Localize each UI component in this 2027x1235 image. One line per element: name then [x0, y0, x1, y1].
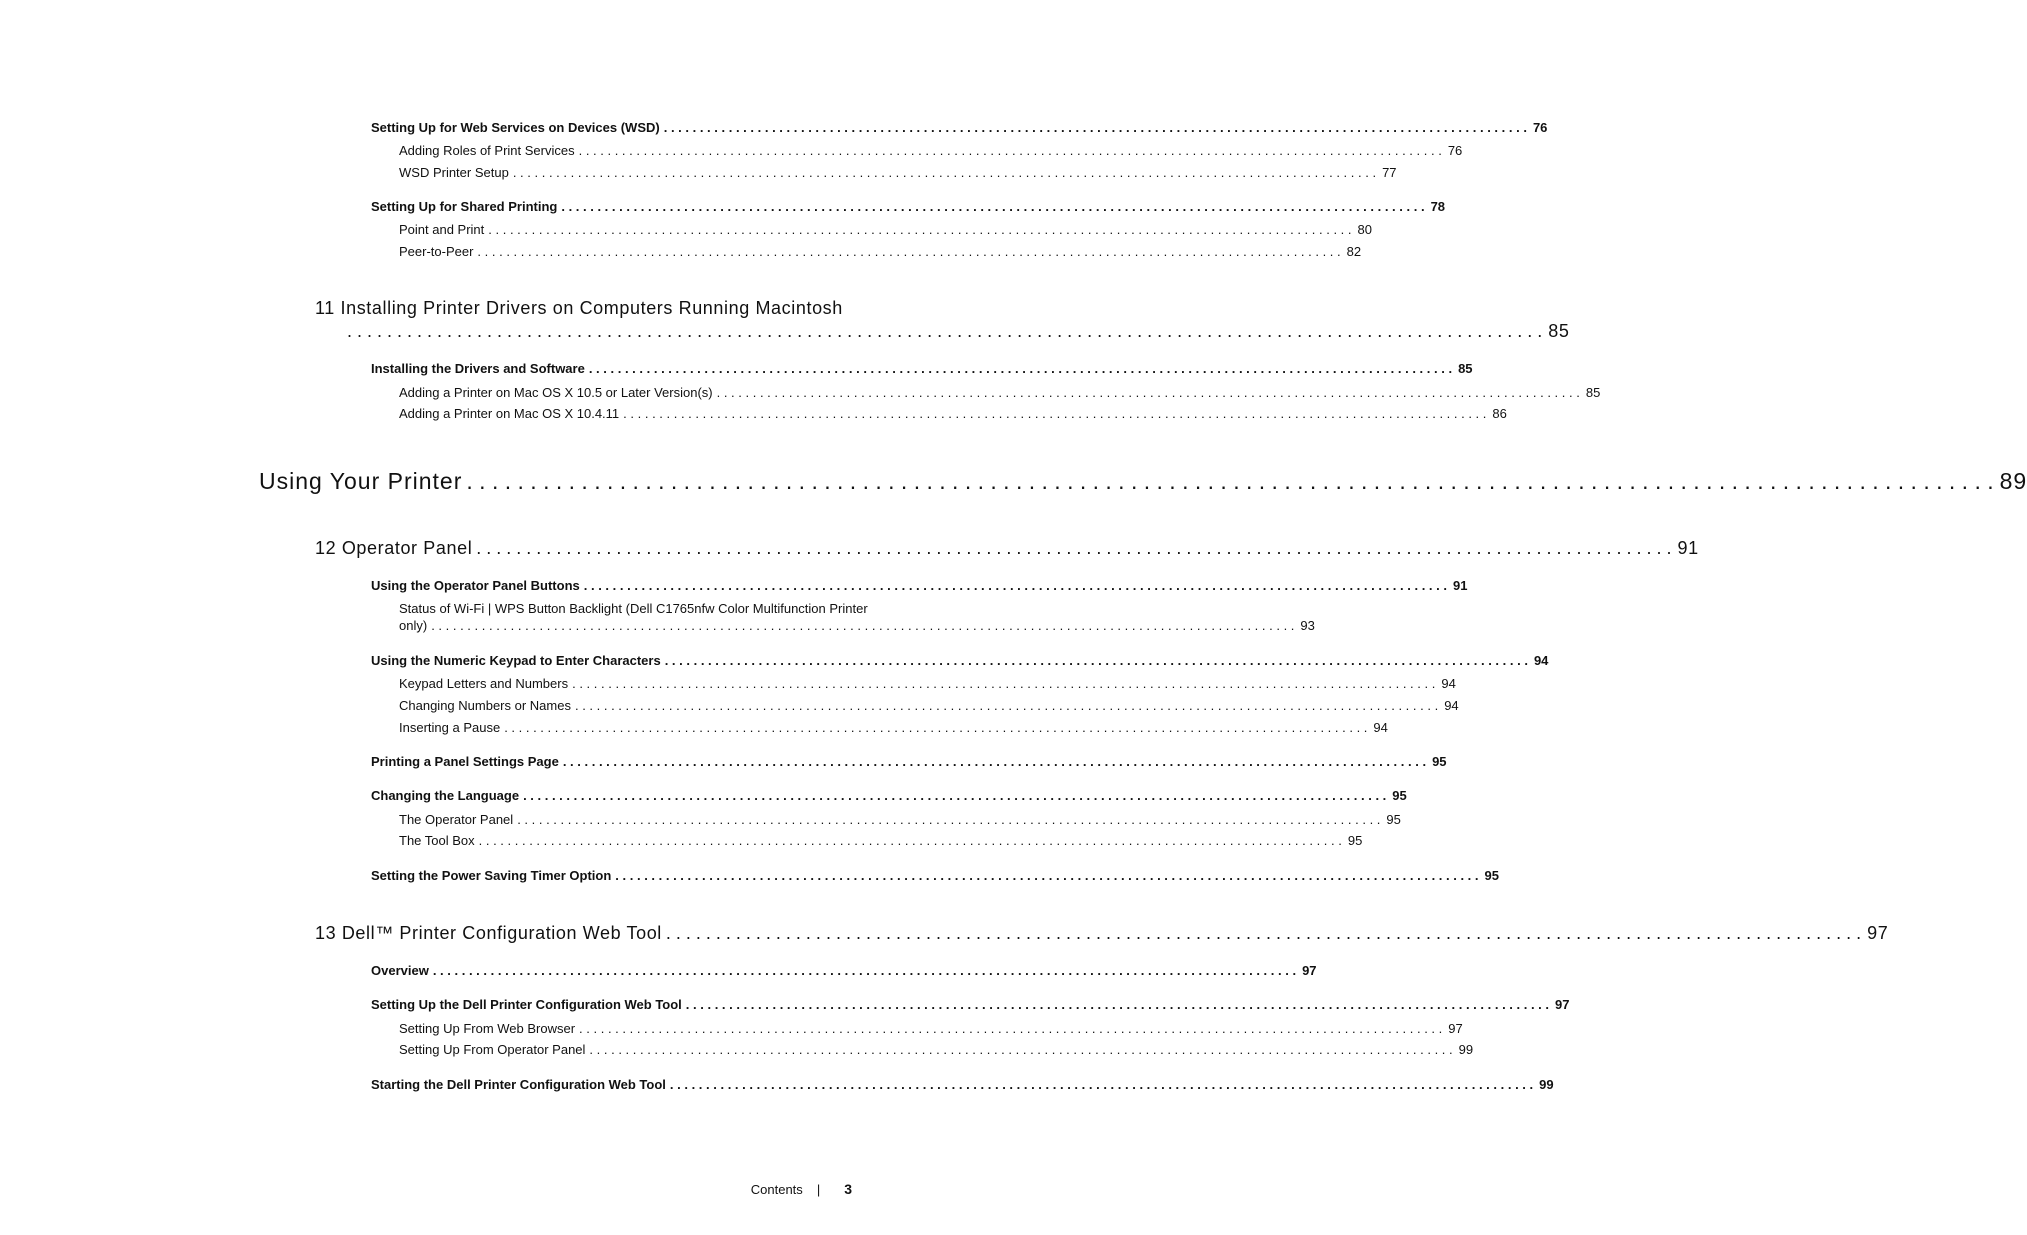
- dot-leader: . . . . . . . . . . . . . . . . . . . . . . . . . . . . . . . . . . . . . . . . . . . . . . . . . . . . . . . . . . . . . . . . . . . . . . . . . . . . . . . . . . . . . . . . . . . . . . . . . . . . . . . . . . . . . . . . . . . . . . . .: [512, 165, 1377, 180]
- toc-entry-title: Using the Numeric Keypad to Enter Characters: [371, 653, 661, 668]
- footer-label: Contents: [750, 1182, 803, 1197]
- toc-entry[interactable]: [399, 222, 1372, 237]
- toc-page-number: 82: [1346, 244, 1362, 259]
- toc-page-number: 95: [1392, 788, 1407, 803]
- toc-entry[interactable]: [371, 578, 1468, 593]
- toc-page-number: 91: [1677, 538, 1699, 558]
- toc-page-number: 97: [1867, 923, 1889, 943]
- toc-page-number: 94: [1533, 653, 1549, 668]
- toc-entry-title: WSD Printer Setup: [399, 165, 509, 180]
- toc-entry[interactable]: [371, 653, 1549, 668]
- toc-entry[interactable]: [371, 1077, 1554, 1092]
- toc-page-number: 99: [1458, 1042, 1474, 1057]
- toc-page-number: 97: [1448, 1021, 1463, 1036]
- chapter-13-heading[interactable]: [315, 923, 1889, 944]
- toc-page-number: 95: [1432, 754, 1447, 769]
- toc-page-number: 85: [1458, 361, 1473, 376]
- dot-leader: . . . . . . . . . . . . . . . . . . . . . . . . . . . . . . . . . . . . . . . . . . . . . . . . . . . . . . . . . . . . . . . . . . . . . . . . . . . . . . . . . . . . . . . . . . . . . . . . . . . . . . . . . . . . . . . . . . . . . . . .: [561, 199, 1425, 214]
- toc-entry[interactable]: [399, 618, 1315, 633]
- dot-leader: . . . . . . . . . . . . . . . . . . . . . . . . . . . . . . . . . . . . . . . . . . . . . . . . . . . . . . . . . . . . . . . . . . . . . . . . . . . . . . . . . . . . . . . . . . . . . . . . . . . . . . . . . . . . . . . . . . . . . . . .: [685, 997, 1550, 1012]
- dot-leader: . . . . . . . . . . . . . . . . . . . . . . . . . . . . . . . . . . . . . . . . . . . . . . . . . . . . . . . . . . . . . . . . . . . . . . . . . . . . . . . . . . . . . . . . . . . . . . . . . . . . . . . . . . . . . . . . . . . . . . . .: [504, 720, 1368, 735]
- dot-leader: . . . . . . . . . . . . . . . . . . . . . . . . . . . . . . . . . . . . . . . . . . . . . . . . . . . . . . . . . . . . . . . . . . . . . . . . . . . . . . . . . . . . . . . . . . . . . . . . . . . . . . . . . . . . . . . . . . . . . . . .: [665, 923, 1862, 943]
- toc-entry[interactable]: [399, 720, 1388, 735]
- toc-entry-title: Setting Up From Web Browser: [399, 1021, 576, 1036]
- toc-entry-title: The Tool Box: [399, 833, 475, 848]
- toc-entry-title: Installing the Drivers and Software: [371, 361, 585, 376]
- toc-entry[interactable]: [399, 1021, 1463, 1036]
- dot-leader: . . . . . . . . . . . . . . . . . . . . . . . . . . . . . . . . . . . . . . . . . . . . . . . . . . . . . . . . . . . . . . . . . . . . . . . . . . . . . . . . . . . . . . . . . . . . . . . . . . . . . . . . . . . . . . . . . . . . . . . .: [466, 468, 1994, 494]
- dot-leader: . . . . . . . . . . . . . . . . . . . . . . . . . . . . . . . . . . . . . . . . . . . . . . . . . . . . . . . . . . . . . . . . . . . . . . . . . . . . . . . . . . . . . . . . . . . . . . . . . . . . . . . . . . . . . . . . . . . . . . . .: [574, 698, 1439, 713]
- dot-leader: . . . . . . . . . . . . . . . . . . . . . . . . . . . . . . . . . . . . . . . . . . . . . . . . . . . . . . . . . . . . . . . . . . . . . . . . . . . . . . . . . . . . . . . . . . . . . . . . . . . . . . . . . . . . . . . . . . . . . . . .: [347, 321, 1543, 341]
- dot-leader: . . . . . . . . . . . . . . . . . . . . . . . . . . . . . . . . . . . . . . . . . . . . . . . . . . . . . . . . . . . . . . . . . . . . . . . . . . . . . . . . . . . . . . . . . . . . . . . . . . . . . . . . . . . . . . . . . . . . . . . .: [478, 833, 1342, 848]
- dot-leader: . . . . . . . . . . . . . . . . . . . . . . . . . . . . . . . . . . . . . . . . . . . . . . . . . . . . . . . . . . . . . . . . . . . . . . . . . . . . . . . . . . . . . . . . . . . . . . . . . . . . . . . . . . . . . . . . . . . . . . . .: [488, 222, 1352, 237]
- toc-entry-title: Setting Up From Operator Panel: [399, 1042, 586, 1057]
- toc-page-number: 76: [1447, 143, 1463, 158]
- toc-entry-title: Keypad Letters and Numbers: [399, 676, 569, 691]
- toc-page-number: 95: [1347, 833, 1363, 848]
- toc-entry[interactable]: [399, 244, 1362, 259]
- toc-entry[interactable]: [399, 1042, 1474, 1057]
- toc-page-number: 97: [1302, 963, 1317, 978]
- chapter-11-title[interactable]: 11 Installing Printer Drivers on Computers Running Macintosh: [315, 298, 843, 318]
- toc-page-number: 91: [1452, 578, 1468, 593]
- dot-leader: . . . . . . . . . . . . . . . . . . . . . . . . . . . . . . . . . . . . . . . . . . . . . . . . . . . . . . . . . . . . . . . . . . . . . . . . . . . . . . . . . . . . . . . . . . . . . . . . . . . . . . . . . . . . . . . . . . . . . . . .: [589, 1042, 1453, 1057]
- toc-entry-title: Changing Numbers or Names: [399, 698, 571, 713]
- toc-entry-title: Setting Up for Web Services on Devices (WSD): [371, 120, 660, 135]
- toc-entry-title: Setting the Power Saving Timer Option: [371, 868, 612, 883]
- toc-entry[interactable]: [399, 698, 1459, 713]
- dot-leader: . . . . . . . . . . . . . . . . . . . . . . . . . . . . . . . . . . . . . . . . . . . . . . . . . . . . . . . . . . . . . . . . . . . . . . . . . . . . . . . . . . . . . . . . . . . . . . . . . . . . . . . . . . . . . . . . . . . . . . . .: [716, 385, 1580, 400]
- dot-leader: . . . . . . . . . . . . . . . . . . . . . . . . . . . . . . . . . . . . . . . . . . . . . . . . . . . . . . . . . . . . . . . . . . . . . . . . . . . . . . . . . . . . . . . . . . . . . . . . . . . . . . . . . . . . . . . . . . . . . . . .: [615, 868, 1479, 883]
- part-heading[interactable]: [259, 468, 2027, 495]
- dot-leader: . . . . . . . . . . . . . . . . . . . . . . . . . . . . . . . . . . . . . . . . . . . . . . . . . . . . . . . . . . . . . . . . . . . . . . . . . . . . . . . . . . . . . . . . . . . . . . . . . . . . . . . . . . . . . . . . . . . . . . . .: [431, 618, 1295, 633]
- toc-entry-title: Using the Operator Panel Buttons: [371, 578, 580, 593]
- toc-page-number: 94: [1441, 676, 1456, 691]
- dot-leader: . . . . . . . . . . . . . . . . . . . . . . . . . . . . . . . . . . . . . . . . . . . . . . . . . . . . . . . . . . . . . . . . . . . . . . . . . . . . . . . . . . . . . . . . . . . . . . . . . . . . . . . . . . . . . . . . . . . . . . . .: [578, 143, 1442, 158]
- toc-entry-title: Printing a Panel Settings Page: [371, 754, 559, 769]
- footer-separator: |: [816, 1182, 821, 1197]
- dot-leader: . . . . . . . . . . . . . . . . . . . . . . . . . . . . . . . . . . . . . . . . . . . . . . . . . . . . . . . . . . . . . . . . . . . . . . . . . . . . . . . . . . . . . . . . . . . . . . . . . . . . . . . . . . . . . . . . . . . . . . . .: [477, 244, 1341, 259]
- toc-page-number: 95: [1484, 868, 1499, 883]
- toc-entry[interactable]: [371, 754, 1447, 769]
- toc-entry[interactable]: [371, 997, 1570, 1012]
- chapter-title: 13 Dell™ Printer Configuration Web Tool: [315, 923, 662, 943]
- toc-entry-title: Changing the Language: [371, 788, 520, 803]
- toc-entry-title: Adding a Printer on Mac OS X 10.5 or Later Version(s): [399, 385, 713, 400]
- toc-entry-title: Peer-to-Peer: [399, 244, 474, 259]
- toc-entry-title: only): [399, 618, 428, 633]
- toc-page-number: 89: [1999, 468, 2027, 494]
- dot-leader: . . . . . . . . . . . . . . . . . . . . . . . . . . . . . . . . . . . . . . . . . . . . . . . . . . . . . . . . . . . . . . . . . . . . . . . . . . . . . . . . . . . . . . . . . . . . . . . . . . . . . . . . . . . . . . . . . . . . . . . .: [579, 1021, 1443, 1036]
- toc-entry-title: Setting Up the Dell Printer Configuration Web Tool: [371, 997, 682, 1012]
- dot-leader: . . . . . . . . . . . . . . . . . . . . . . . . . . . . . . . . . . . . . . . . . . . . . . . . . . . . . . . . . . . . . . . . . . . . . . . . . . . . . . . . . . . . . . . . . . . . . . . . . . . . . . . . . . . . . . . . . . . . . . . .: [523, 788, 1387, 803]
- toc-entry[interactable]: [399, 385, 1601, 400]
- dot-leader: . . . . . . . . . . . . . . . . . . . . . . . . . . . . . . . . . . . . . . . . . . . . . . . . . . . . . . . . . . . . . . . . . . . . . . . . . . . . . . . . . . . . . . . . . . . . . . . . . . . . . . . . . . . . . . . . . . . . . . . .: [669, 1077, 1534, 1092]
- part-title: Using Your Printer: [259, 468, 463, 494]
- dot-leader: . . . . . . . . . . . . . . . . . . . . . . . . . . . . . . . . . . . . . . . . . . . . . . . . . . . . . . . . . . . . . . . . . . . . . . . . . . . . . . . . . . . . . . . . . . . . . . . . . . . . . . . . . . . . . . . . . . . . . . . .: [623, 406, 1487, 421]
- dot-leader: . . . . . . . . . . . . . . . . . . . . . . . . . . . . . . . . . . . . . . . . . . . . . . . . . . . . . . . . . . . . . . . . . . . . . . . . . . . . . . . . . . . . . . . . . . . . . . . . . . . . . . . . . . . . . . . . . . . . . . . .: [432, 963, 1297, 978]
- toc-page-number: 77: [1382, 165, 1397, 180]
- toc-entry-title: The Operator Panel: [399, 812, 514, 827]
- toc-entry[interactable]: [371, 868, 1499, 883]
- toc-entry[interactable]: [399, 165, 1397, 180]
- toc-entry[interactable]: [371, 361, 1473, 376]
- toc-page-number: 85: [1585, 385, 1601, 400]
- toc-entry[interactable]: [399, 833, 1363, 848]
- toc-entry[interactable]: [371, 120, 1548, 135]
- toc-entry[interactable]: [371, 788, 1407, 803]
- toc-entry[interactable]: [371, 199, 1446, 214]
- chapter-12-heading[interactable]: [315, 538, 1699, 559]
- toc-page-number: 94: [1373, 720, 1388, 735]
- dot-leader: . . . . . . . . . . . . . . . . . . . . . . . . . . . . . . . . . . . . . . . . . . . . . . . . . . . . . . . . . . . . . . . . . . . . . . . . . . . . . . . . . . . . . . . . . . . . . . . . . . . . . . . . . . . . . . . . . . . . . . . .: [476, 538, 1672, 558]
- toc-page-number: 93: [1300, 618, 1315, 633]
- toc-entry-title: Adding a Printer on Mac OS X 10.4.11: [399, 406, 620, 421]
- toc-entry[interactable]: [399, 143, 1463, 158]
- dot-leader: . . . . . . . . . . . . . . . . . . . . . . . . . . . . . . . . . . . . . . . . . . . . . . . . . . . . . . . . . . . . . . . . . . . . . . . . . . . . . . . . . . . . . . . . . . . . . . . . . . . . . . . . . . . . . . . . . . . . . . . .: [562, 754, 1427, 769]
- toc-entry-title-line1[interactable]: Status of Wi-Fi | WPS Button Backlight (Dell C1765nfw Color Multifunction Printer: [399, 601, 868, 616]
- toc-page-number: 85: [1548, 321, 1570, 341]
- dot-leader: . . . . . . . . . . . . . . . . . . . . . . . . . . . . . . . . . . . . . . . . . . . . . . . . . . . . . . . . . . . . . . . . . . . . . . . . . . . . . . . . . . . . . . . . . . . . . . . . . . . . . . . . . . . . . . . . . . . . . . . .: [517, 812, 1381, 827]
- toc-entry[interactable]: [399, 676, 1456, 691]
- toc-page-number: 97: [1555, 997, 1570, 1012]
- toc-page-number: 78: [1430, 199, 1446, 214]
- page-footer: [751, 1181, 852, 1197]
- toc-entry[interactable]: [399, 406, 1507, 421]
- footer-page-number: 3: [844, 1181, 852, 1197]
- dot-leader: . . . . . . . . . . . . . . . . . . . . . . . . . . . . . . . . . . . . . . . . . . . . . . . . . . . . . . . . . . . . . . . . . . . . . . . . . . . . . . . . . . . . . . . . . . . . . . . . . . . . . . . . . . . . . . . . . . . . . . . .: [588, 361, 1453, 376]
- toc-entry-title: Overview: [371, 963, 429, 978]
- toc-page-number: 95: [1386, 812, 1401, 827]
- toc-page-number: 76: [1532, 120, 1548, 135]
- toc-page-number: 86: [1492, 406, 1507, 421]
- chapter-title: 12 Operator Panel: [315, 538, 473, 558]
- toc-entry[interactable]: [371, 963, 1317, 978]
- toc-entry-title: Starting the Dell Printer Configuration Web Tool: [371, 1077, 666, 1092]
- toc-page-number: 94: [1444, 698, 1459, 713]
- dot-leader: . . . . . . . . . . . . . . . . . . . . . . . . . . . . . . . . . . . . . . . . . . . . . . . . . . . . . . . . . . . . . . . . . . . . . . . . . . . . . . . . . . . . . . . . . . . . . . . . . . . . . . . . . . . . . . . . . . . . . . . .: [583, 578, 1447, 593]
- toc-page-number: 80: [1357, 222, 1372, 237]
- dot-leader: . . . . . . . . . . . . . . . . . . . . . . . . . . . . . . . . . . . . . . . . . . . . . . . . . . . . . . . . . . . . . . . . . . . . . . . . . . . . . . . . . . . . . . . . . . . . . . . . . . . . . . . . . . . . . . . . . . . . . . . .: [664, 653, 1528, 668]
- dot-leader: . . . . . . . . . . . . . . . . . . . . . . . . . . . . . . . . . . . . . . . . . . . . . . . . . . . . . . . . . . . . . . . . . . . . . . . . . . . . . . . . . . . . . . . . . . . . . . . . . . . . . . . . . . . . . . . . . . . . . . . .: [572, 676, 1436, 691]
- toc-entry-title: Setting Up for Shared Printing: [371, 199, 558, 214]
- toc-entry-title: Point and Print: [399, 222, 485, 237]
- dot-leader: . . . . . . . . . . . . . . . . . . . . . . . . . . . . . . . . . . . . . . . . . . . . . . . . . . . . . . . . . . . . . . . . . . . . . . . . . . . . . . . . . . . . . . . . . . . . . . . . . . . . . . . . . . . . . . . . . . . . . . . .: [663, 120, 1527, 135]
- toc-entry-title: Inserting a Pause: [399, 720, 501, 735]
- toc-entry[interactable]: [347, 321, 1570, 342]
- toc-entry[interactable]: [399, 812, 1401, 827]
- toc-entry-title: Adding Roles of Print Services: [399, 143, 575, 158]
- toc-page-number: 99: [1539, 1077, 1554, 1092]
